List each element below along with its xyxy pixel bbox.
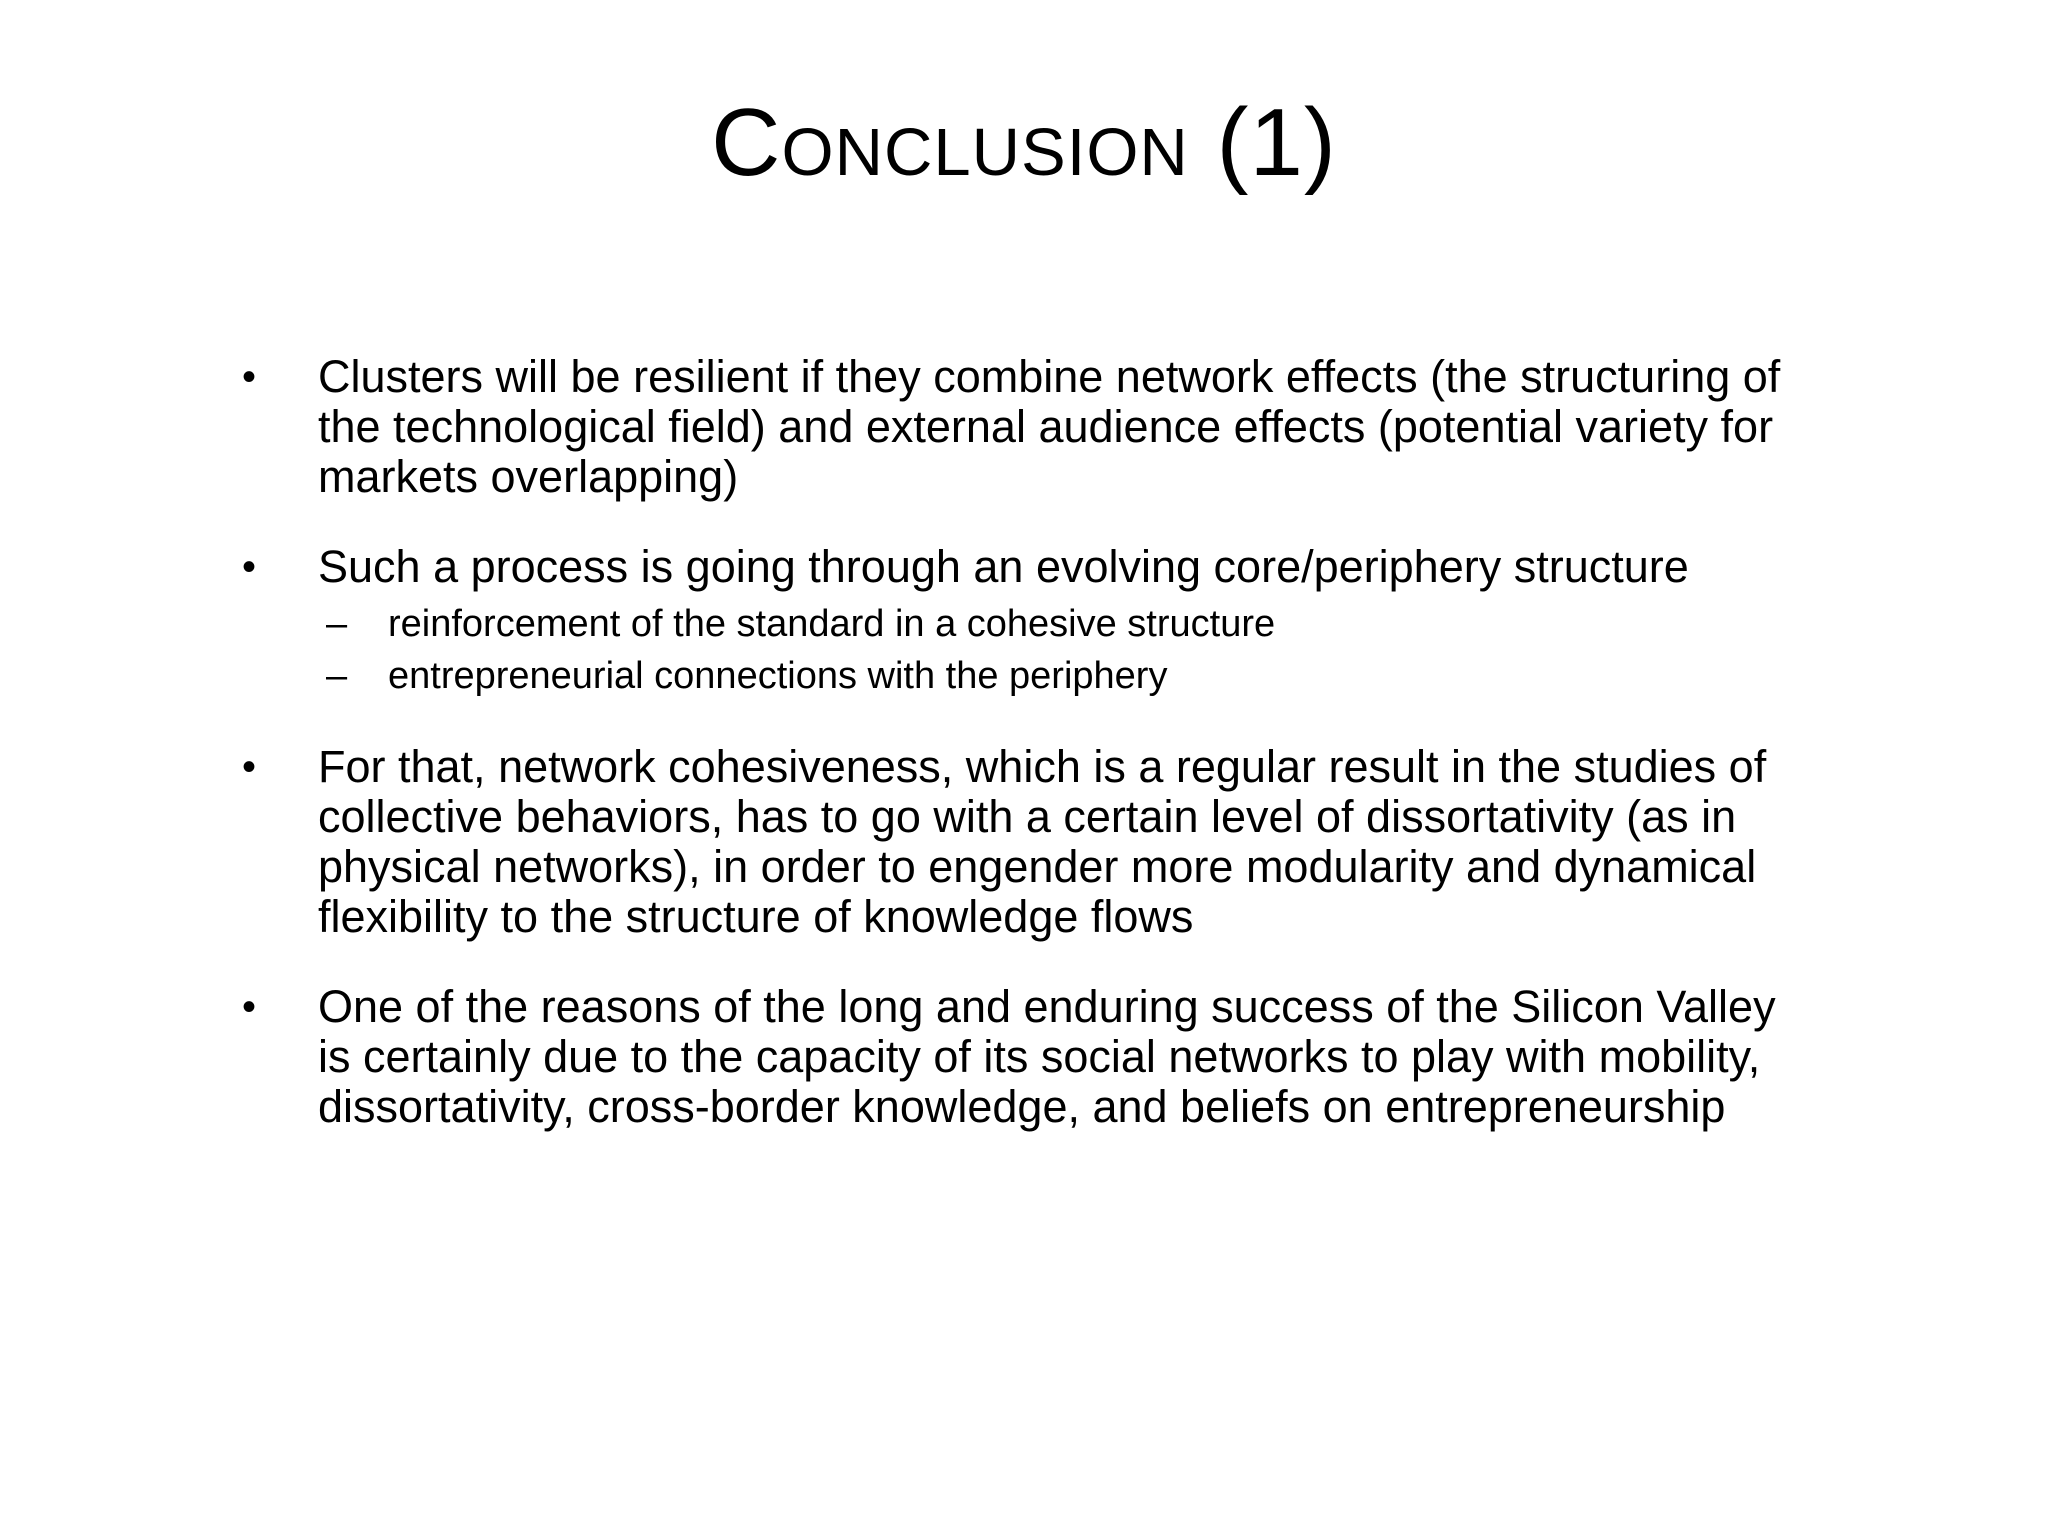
bullet-marker: • xyxy=(242,355,257,399)
bullet-item xyxy=(232,352,1792,502)
bullet-marker: • xyxy=(242,985,257,1029)
sub-bullet-text: reinforcement of the standard in a cohesive structure xyxy=(388,603,1276,645)
bullet-text: Such a process is going through an evolving core/periphery structure xyxy=(318,541,1689,592)
bullet-text: One of the reasons of the long and enduring success of the Silicon Valley is certainly due to the capacity of its social networks to play with mobility, dissortativity, cross-border knowledge, and beliefs on entrepreneurship xyxy=(318,981,1776,1132)
bullet-item xyxy=(232,542,1792,702)
bullet-item xyxy=(232,742,1792,942)
dash-marker: – xyxy=(326,603,348,645)
bullet-text: Clusters will be resilient if they combine network effects (the structuring of the technological field) and external audience effects (potential variety for markets overlapping) xyxy=(318,351,1781,502)
bullet-marker: • xyxy=(242,745,257,789)
sub-bullet-text: entrepreneurial connections with the periphery xyxy=(388,655,1168,697)
dash-marker: – xyxy=(326,655,348,697)
sub-bullet-item xyxy=(318,598,1792,650)
bullet-marker: • xyxy=(242,545,257,589)
slide-title: Conclusion (1) xyxy=(711,89,1337,196)
bullet-item xyxy=(232,982,1792,1132)
bullet-text: For that, network cohesiveness, which is a regular result in the studies of collective behaviors, has to go with a certain level of dissortativity (as in physical networks), in order to engender more modularity and dynamical flexibility to the structure of knowledge flows xyxy=(318,741,1767,942)
bullet-list xyxy=(232,352,1792,1172)
sub-bullet-list xyxy=(318,598,1792,702)
sub-bullet-item xyxy=(318,650,1792,702)
